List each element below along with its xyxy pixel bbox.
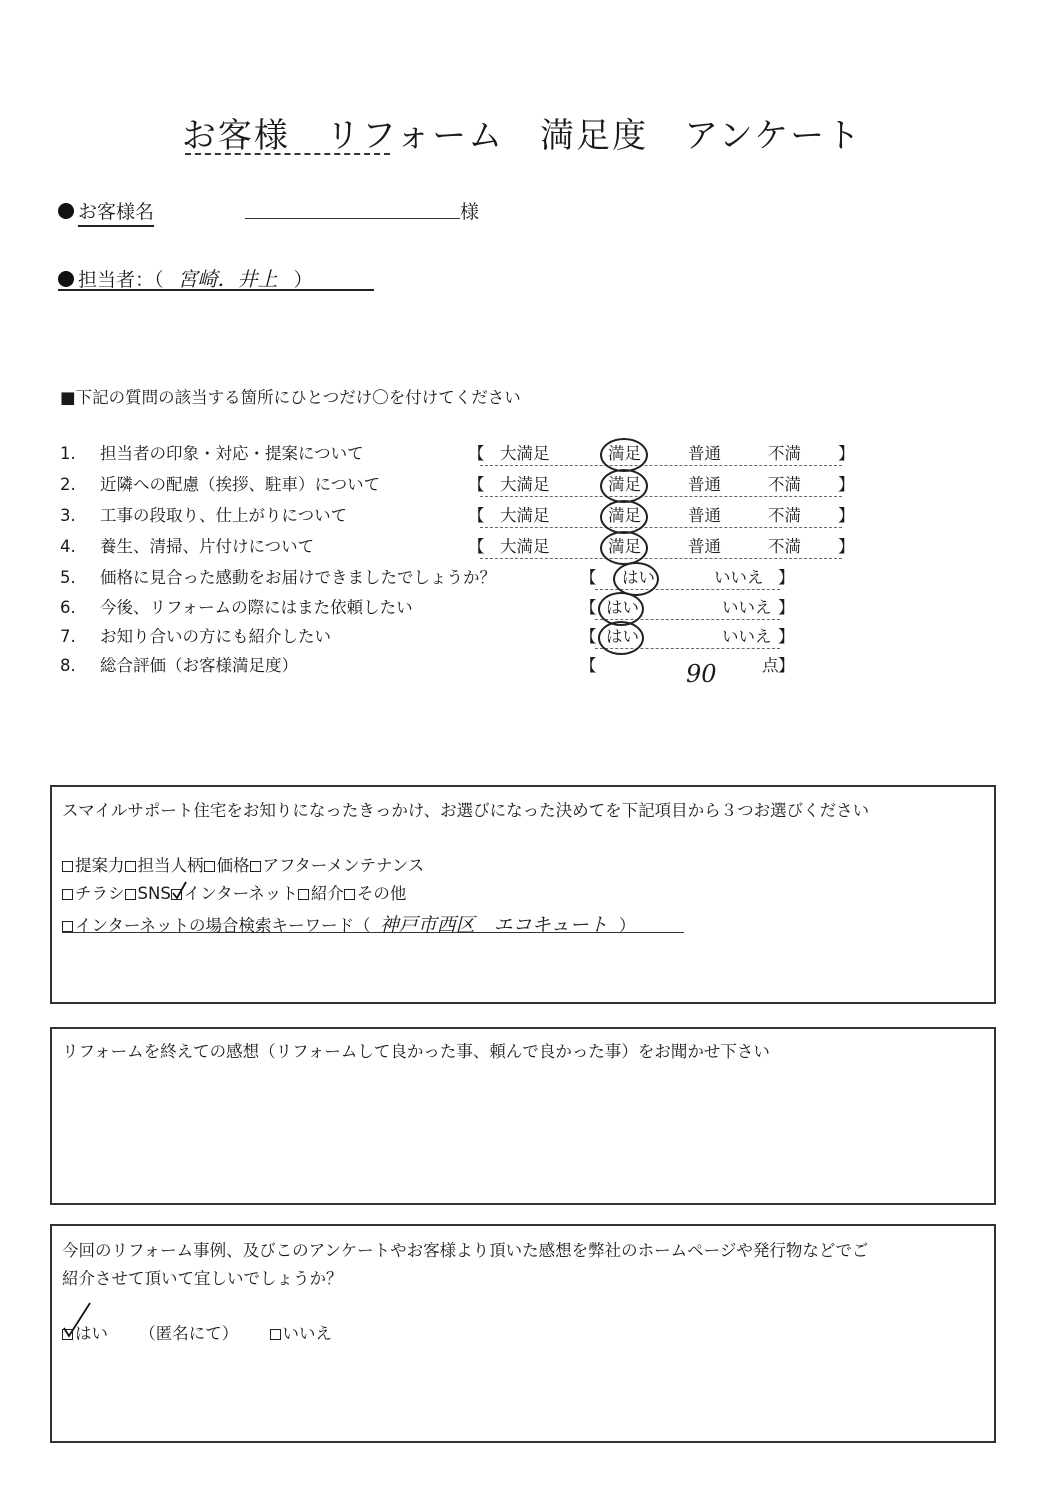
source-options-row-1 [62,852,424,876]
option-normal[interactable]: 普通 [688,537,721,556]
option-satisfied[interactable]: 満足 [608,444,641,463]
question-number: 7. [60,627,76,646]
bracket-open: 【 [580,568,597,587]
answer-underline [480,496,842,497]
option-flyer[interactable]: チラシ [75,884,125,903]
option-no[interactable]: いいえ [714,568,764,587]
option-dissatisfied[interactable]: 不満 [768,444,801,463]
option-yes[interactable]: はい [606,598,639,617]
bracket-open: 【 [580,656,597,675]
score-unit: 点 [762,656,779,675]
source-options-row-2 [62,880,406,904]
question-3 [60,503,860,529]
title-dashed-underline [185,153,390,155]
question-text: お知り合いの方にも紹介したい [100,627,331,646]
question-text: 近隣への配慮（挨拶、駐車）について [100,475,381,494]
bullet-icon [58,203,74,219]
bracket-close: 】 [778,627,795,646]
bracket-open: 【 [468,475,485,494]
bracket-open: 【 [468,506,485,525]
keyword-label: インターネットの場合検索キーワード（ [75,916,371,935]
checkbox-icon[interactable] [204,861,215,872]
consent-line-1: 今回のリフォーム事例、及びこのアンケートやお客様より頂いた感想を弊社のホームページや発行物などでご [62,1241,869,1260]
option-very-satisfied[interactable]: 大満足 [500,475,550,494]
customer-name-field[interactable] [245,218,460,219]
checkbox-icon[interactable] [270,1329,281,1340]
question-number: 4. [60,537,76,556]
option-after-maintenance[interactable]: アフターメンテナンス [262,856,425,875]
customer-name-row [58,197,154,224]
question-2 [60,472,860,498]
question-number: 6. [60,598,76,617]
page-title: お客様 リフォーム 満足度 アンケート [181,116,863,156]
staff-value: 宮崎．井上 [177,267,278,291]
question-8 [60,653,860,688]
staff-close: ） [293,269,313,291]
instruction-text: ■下記の質問の該当する箇所にひとつだけ〇を付けてください [60,388,521,407]
bracket-close: 】 [778,598,795,617]
customer-suffix: 様 [460,201,480,223]
source-survey-heading: スマイルサポート住宅をお知りになったきっかけ、お選びになった決めてを下記項目から３つお選びください [62,801,870,820]
bracket-open: 【 [468,537,485,556]
selection-circle [600,469,648,503]
bullet-icon [58,271,74,287]
option-other[interactable]: その他 [356,884,407,903]
staff-row [58,263,374,291]
question-text: 担当者の印象・対応・提案について [100,444,364,463]
score-value[interactable]: 90 [686,660,717,688]
keyword-value[interactable]: 神戸市西区 エコキュート [379,914,608,936]
bracket-close: 】 [778,568,795,587]
question-7 [60,624,860,650]
checkmark-icon [171,881,187,901]
keyword-row [62,910,684,936]
selection-circle [613,562,659,596]
selection-circle [600,500,648,534]
option-dissatisfied[interactable]: 不満 [768,506,801,525]
question-number: 8. [60,656,76,675]
option-satisfied[interactable]: 満足 [608,506,641,525]
checkbox-icon[interactable] [62,889,73,900]
consent-anonymous: （匿名にて） [139,1324,239,1343]
bracket-close: 】 [778,656,795,675]
question-text: 今後、リフォームの際にはまた依頼したい [100,598,413,617]
bracket-open: 【 [580,598,597,617]
option-staff-personality[interactable]: 担当人柄 [137,856,204,875]
option-satisfied[interactable]: 満足 [608,475,641,494]
question-number: 3. [60,506,76,525]
option-sns[interactable]: SNS [137,884,171,903]
option-normal[interactable]: 普通 [688,444,721,463]
staff-label: 担当者：（ [78,269,164,291]
option-very-satisfied[interactable]: 大満足 [500,537,550,556]
selection-circle [598,621,644,655]
option-dissatisfied[interactable]: 不満 [768,537,801,556]
checkbox-icon[interactable] [125,889,136,900]
selection-circle [600,531,648,565]
option-no[interactable]: いいえ [722,598,772,617]
checkbox-icon[interactable] [298,889,309,900]
checked-checkbox-icon[interactable] [171,889,182,900]
bracket-close: 】 [838,444,855,463]
answer-underline [480,465,842,466]
question-number: 2. [60,475,76,494]
question-1 [60,441,860,467]
option-dissatisfied[interactable]: 不満 [768,475,801,494]
selection-circle [600,438,648,472]
checkbox-icon[interactable] [250,861,261,872]
consent-line-2: 紹介させて頂いて宜しいでしょうか？ [62,1269,343,1288]
option-referral[interactable]: 紹介 [310,884,344,903]
consent-options [62,1320,332,1344]
impression-heading: リフォームを終えての感想（リフォームして良かった事、頼んで良かった事）をお聞かせ下さい [62,1042,770,1061]
checkbox-icon[interactable] [62,921,73,932]
checked-checkbox-icon[interactable] [62,1329,73,1340]
checkbox-icon[interactable] [125,861,136,872]
question-number: 5. [60,568,76,587]
question-text: 工事の段取り、仕上がりについて [100,506,348,525]
checkmark-icon [62,1302,92,1338]
answer-underline [480,527,842,528]
option-normal[interactable]: 普通 [688,475,721,494]
bracket-close: 】 [838,475,855,494]
option-no[interactable]: いいえ [722,627,772,646]
consent-yes[interactable]: はい [75,1324,108,1343]
question-5 [60,565,860,591]
option-price[interactable]: 価格 [216,856,250,875]
option-yes[interactable]: はい [606,627,639,646]
bracket-close: 】 [838,537,855,556]
answer-underline [480,558,842,559]
bracket-open: 【 [580,627,597,646]
option-proposal[interactable]: 提案力 [75,856,125,875]
keyword-close: ） [619,916,636,935]
consent-no[interactable]: いいえ [282,1324,332,1343]
checkbox-icon[interactable] [62,861,73,872]
option-satisfied[interactable]: 満足 [608,537,641,556]
option-normal[interactable]: 普通 [688,506,721,525]
question-number: 1. [60,444,76,463]
option-very-satisfied[interactable]: 大満足 [500,506,550,525]
customer-name-label: お客様名 [78,201,154,227]
checkbox-icon[interactable] [344,889,355,900]
question-4 [60,534,860,560]
bracket-open: 【 [468,444,485,463]
bracket-close: 】 [838,506,855,525]
option-internet[interactable]: インターネット [183,884,298,903]
question-text: 養生、清掃、片付けについて [100,537,315,556]
option-very-satisfied[interactable]: 大満足 [500,444,550,463]
question-text: 価格に見合った感動をお届けできましたでしょうか？ [100,568,496,587]
question-6 [60,595,860,621]
option-yes[interactable]: はい [622,568,655,587]
question-text: 総合評価（お客様満足度） [100,656,298,675]
